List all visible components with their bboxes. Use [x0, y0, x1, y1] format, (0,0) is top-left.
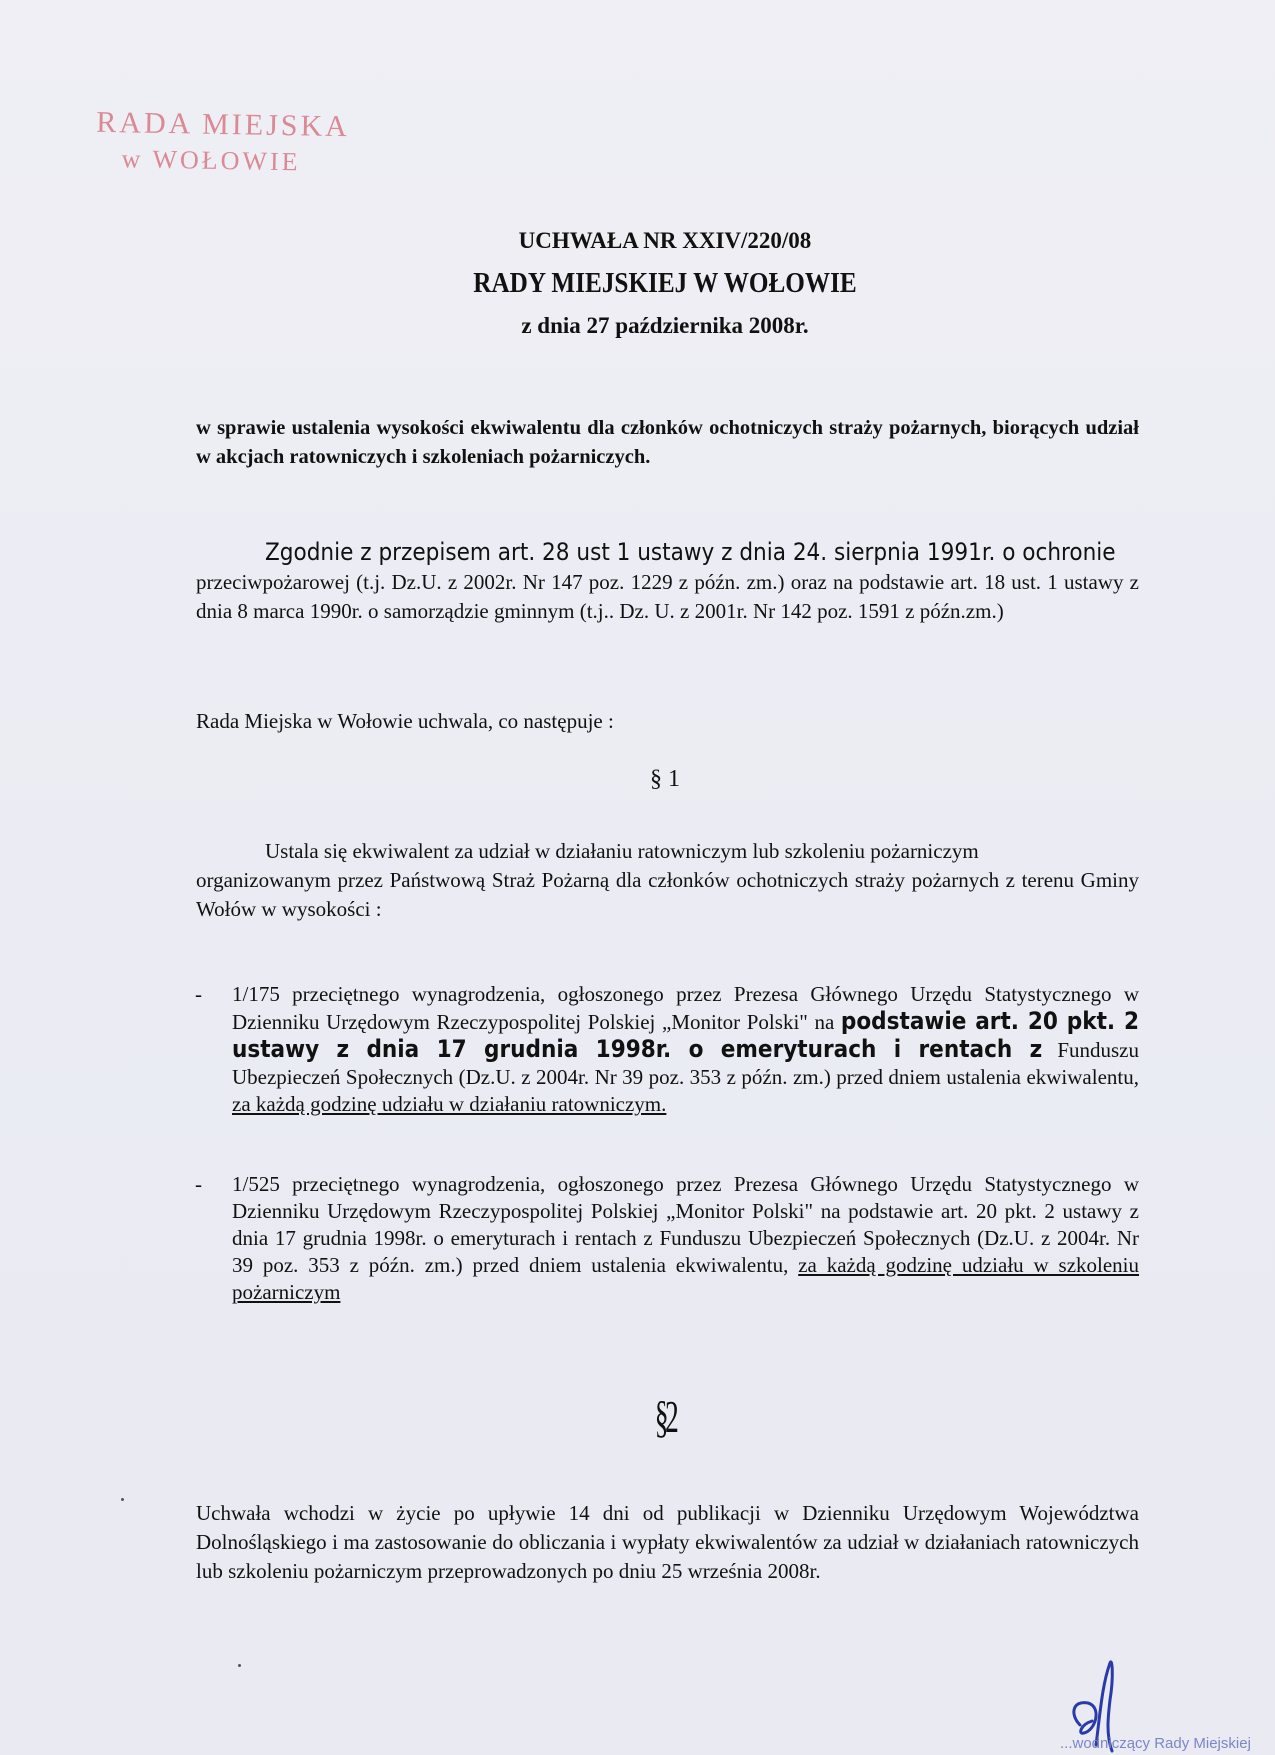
list-dash: - — [195, 982, 202, 1006]
section-2-text: Uchwała wchodzi w życie po upływie 14 dni od publikacji w Dzienniku Urzędowym Województwa Dolnośląskiego i ma zastosowanie do obliczania i wypłaty ekwiwalentów za udział w działaniach ratowniczych lub szkoleniu pożarniczym przeprowadzonych po dniu 25 września 2008r. — [196, 1501, 1139, 1583]
signature-caption: ...wodniczący Rady Miejskiej — [1060, 1735, 1251, 1752]
legal-basis-paragraph — [196, 538, 1139, 626]
section-1-first-line: Ustala się ekwiwalent za udział w działaniu ratowniczym lub szkoleniu pożarniczym — [265, 839, 979, 863]
item-underlined: za każdą godzinę udziału w działaniu ratowniczym. — [232, 1092, 667, 1116]
resolution-number: UCHWAŁA NR XXIV/220/08 — [518, 228, 812, 253]
item-text-a: 1/525 przeciętnego wynagrodzenia, ogłoszonego przez Prezesa Głównego Urzędu Statystycznego w Dzienniku Urzędowym Rzeczypospolitej Polskiej „Monitor Polski" na podstawie art. 20 pkt. 2 ustawy z dnia 17 grudnia 1998r. o emeryturach i rentach z Funduszu Ubezpieczeń Społecznych (Dz.U. z 2004r. Nr 39 poz. 353 z późn. zm.) przed dniem ustalenia ekwiwalentu, — [232, 1172, 1139, 1277]
stamp-line-1: RADA MIEJSKA — [96, 105, 351, 144]
item-text-big: podstawie art. 20 pkt. 2 ustawy z dnia 17 grudnia 1998r. o emeryturach i rentach z — [232, 1007, 1139, 1063]
scan-speck — [121, 1498, 124, 1501]
item-text-a: 1/175 przeciętnego wynagrodzenia, ogłoszonego przez Prezesa Głównego Urzędu Statystycznego w Dzienniku Urzędowym Rzeczypospolitej Polskiej „Monitor Polski" na — [232, 982, 1139, 1034]
section-1-rest: organizowanym przez Państwową Straż Pożarną dla członków ochotniczych straży pożarnych z terenu Gminy Wołów w wysokości : — [196, 868, 1139, 921]
section-1-heading: § 1 — [650, 766, 680, 792]
council-name: RADY MIEJSKIEJ W WOŁOWIE — [473, 268, 857, 299]
section-1-text — [196, 837, 1139, 924]
council-resolves: Rada Miejska w Wołowie uchwala, co następuje : — [196, 709, 614, 733]
resolution-subject: w sprawie ustalenia wysokości ekwiwalentu dla członków ochotniczych straży pożarnych, biorących udział w akcjach ratowniczych i szkoleniach pożarniczych. — [196, 417, 1139, 468]
section-2-heading: §2 — [654, 1391, 676, 1442]
resolution-date: z dnia 27 października 2008r. — [521, 313, 809, 338]
council-stamp — [95, 106, 350, 178]
item-text-b: Funduszu Ubezpieczeń Społecznych (Dz.U. z 2004r. Nr 39 poz. 353 z późn. zm.) przed dniem ustalenia ekwiwalentu, — [232, 1038, 1139, 1089]
list-item — [195, 981, 1139, 1118]
list-item — [195, 1171, 1140, 1306]
stamp-line-2: w WOŁOWIE — [121, 144, 301, 177]
list-dash: - — [195, 1172, 202, 1196]
item-underlined: za każdą godzinę udziału w szkoleniu pożarniczym — [232, 1253, 1140, 1304]
legal-basis-rest: przeciwpożarowej (t.j. Dz.U. z 2002r. Nr 147 poz. 1229 z późn. zm.) oraz na podstawie art. 18 ust. 1 ustawy z dnia 8 marca 1990r. o samorządzie gminnym (t.j.. Dz. U. z 2001r. Nr 142 poz. 1591 z późn.zm.) — [196, 570, 1139, 623]
scan-speck — [238, 1664, 241, 1667]
legal-basis-lead: Zgodnie z przepisem art. 28 ust 1 ustawy z dnia 24. sierpnia 1991r. o ochronie — [265, 538, 1116, 566]
